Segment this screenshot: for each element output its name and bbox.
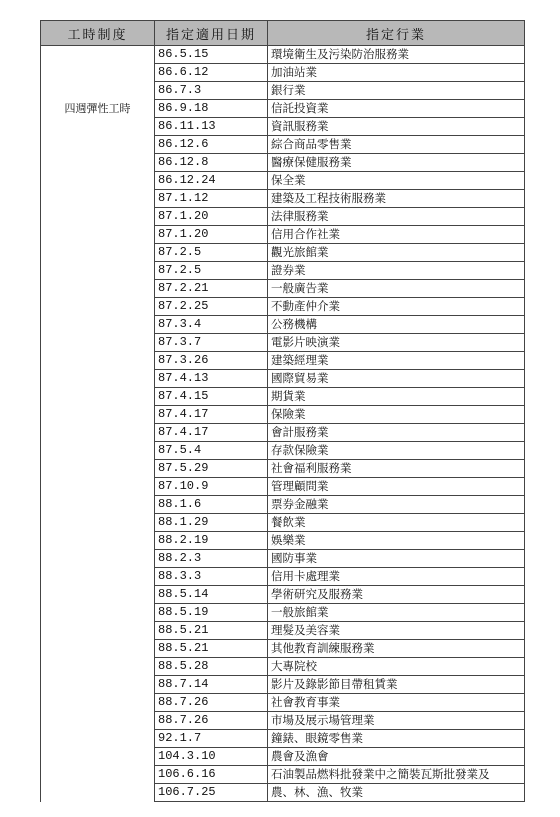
industry-cell: 信用卡處理業 [268, 568, 525, 586]
industry-cell: 不動產仲介業 [268, 298, 525, 316]
industry-cell: 期貨業 [268, 388, 525, 406]
industry-cell: 保險業 [268, 406, 525, 424]
industry-cell: 環境衛生及污染防治服務業 [268, 46, 525, 64]
industry-cell: 一般旅館業 [268, 604, 525, 622]
table-row [41, 46, 525, 64]
industry-cell: 管理顧問業 [268, 478, 525, 496]
date-cell: 87.4.15 [155, 388, 268, 406]
date-cell: 87.5.29 [155, 460, 268, 478]
industry-cell: 建築及工程技術服務業 [268, 190, 525, 208]
header-industry: 指定行業 [268, 21, 525, 46]
date-cell: 87.2.21 [155, 280, 268, 298]
date-cell: 87.4.17 [155, 424, 268, 442]
industry-cell: 觀光旅館業 [268, 244, 525, 262]
date-cell: 86.7.3 [155, 82, 268, 100]
date-cell: 106.6.16 [155, 766, 268, 784]
date-cell: 87.3.7 [155, 334, 268, 352]
date-cell: 86.12.6 [155, 136, 268, 154]
date-cell: 88.5.14 [155, 586, 268, 604]
industry-cell: 社會福利服務業 [268, 460, 525, 478]
industry-cell: 建築經理業 [268, 352, 525, 370]
industry-cell: 國防事業 [268, 550, 525, 568]
date-cell: 88.7.14 [155, 676, 268, 694]
industry-cell: 醫療保健服務業 [268, 154, 525, 172]
date-cell: 104.3.10 [155, 748, 268, 766]
industry-cell: 信託投資業 [268, 100, 525, 118]
date-cell: 88.7.26 [155, 712, 268, 730]
industry-cell: 法律服務業 [268, 208, 525, 226]
date-cell: 87.2.5 [155, 244, 268, 262]
industry-cell: 大專院校 [268, 658, 525, 676]
date-cell: 88.5.21 [155, 640, 268, 658]
industry-cell: 農會及漁會 [268, 748, 525, 766]
industry-cell: 會計服務業 [268, 424, 525, 442]
date-cell: 87.4.13 [155, 370, 268, 388]
header-work-hour-system: 工時制度 [41, 21, 155, 46]
date-cell: 87.3.4 [155, 316, 268, 334]
industry-cell: 公務機構 [268, 316, 525, 334]
industry-cell: 加油站業 [268, 64, 525, 82]
date-cell: 86.12.24 [155, 172, 268, 190]
date-cell: 88.7.26 [155, 694, 268, 712]
date-cell: 88.5.28 [155, 658, 268, 676]
date-cell: 87.1.20 [155, 226, 268, 244]
industry-cell: 證券業 [268, 262, 525, 280]
date-cell: 87.4.17 [155, 406, 268, 424]
date-cell: 88.2.3 [155, 550, 268, 568]
date-cell: 86.6.12 [155, 64, 268, 82]
industry-cell: 一般廣告業 [268, 280, 525, 298]
industry-cell: 國際貿易業 [268, 370, 525, 388]
date-cell: 88.1.29 [155, 514, 268, 532]
industry-table [40, 20, 525, 802]
header-effective-date: 指定適用日期 [155, 21, 268, 46]
industry-cell: 信用合作社業 [268, 226, 525, 244]
industry-cell: 銀行業 [268, 82, 525, 100]
date-cell: 87.2.25 [155, 298, 268, 316]
date-cell: 86.9.18 [155, 100, 268, 118]
industry-cell: 市場及展示場管理業 [268, 712, 525, 730]
industry-cell: 石油製品燃料批發業中之簡裝瓦斯批發業及 [268, 766, 525, 784]
industry-cell: 娛樂業 [268, 532, 525, 550]
industry-cell: 社會教育事業 [268, 694, 525, 712]
date-cell: 86.12.8 [155, 154, 268, 172]
industry-cell: 鐘錶、眼鏡零售業 [268, 730, 525, 748]
industry-cell: 其他教育訓練服務業 [268, 640, 525, 658]
industry-cell: 影片及錄影節目帶租賃業 [268, 676, 525, 694]
industry-cell: 農、林、漁、牧業 [268, 784, 525, 802]
date-cell: 87.2.5 [155, 262, 268, 280]
date-cell: 92.1.7 [155, 730, 268, 748]
date-cell: 87.3.26 [155, 352, 268, 370]
work-hour-system-cell: 四週彈性工時 [41, 46, 155, 802]
date-cell: 88.1.6 [155, 496, 268, 514]
date-cell: 88.2.19 [155, 532, 268, 550]
industry-cell: 資訊服務業 [268, 118, 525, 136]
date-cell: 86.11.13 [155, 118, 268, 136]
industry-cell: 票券金融業 [268, 496, 525, 514]
date-cell: 86.5.15 [155, 46, 268, 64]
date-cell: 88.5.21 [155, 622, 268, 640]
industry-cell: 綜合商品零售業 [268, 136, 525, 154]
industry-cell: 學術研究及服務業 [268, 586, 525, 604]
date-cell: 87.5.4 [155, 442, 268, 460]
table-header-row [41, 21, 525, 46]
date-cell: 87.10.9 [155, 478, 268, 496]
industry-cell: 理髮及美容業 [268, 622, 525, 640]
industry-cell: 存款保險業 [268, 442, 525, 460]
date-cell: 87.1.20 [155, 208, 268, 226]
date-cell: 87.1.12 [155, 190, 268, 208]
industry-cell: 保全業 [268, 172, 525, 190]
date-cell: 88.5.19 [155, 604, 268, 622]
industry-cell: 餐飲業 [268, 514, 525, 532]
industry-cell: 電影片映演業 [268, 334, 525, 352]
date-cell: 88.3.3 [155, 568, 268, 586]
date-cell: 106.7.25 [155, 784, 268, 802]
